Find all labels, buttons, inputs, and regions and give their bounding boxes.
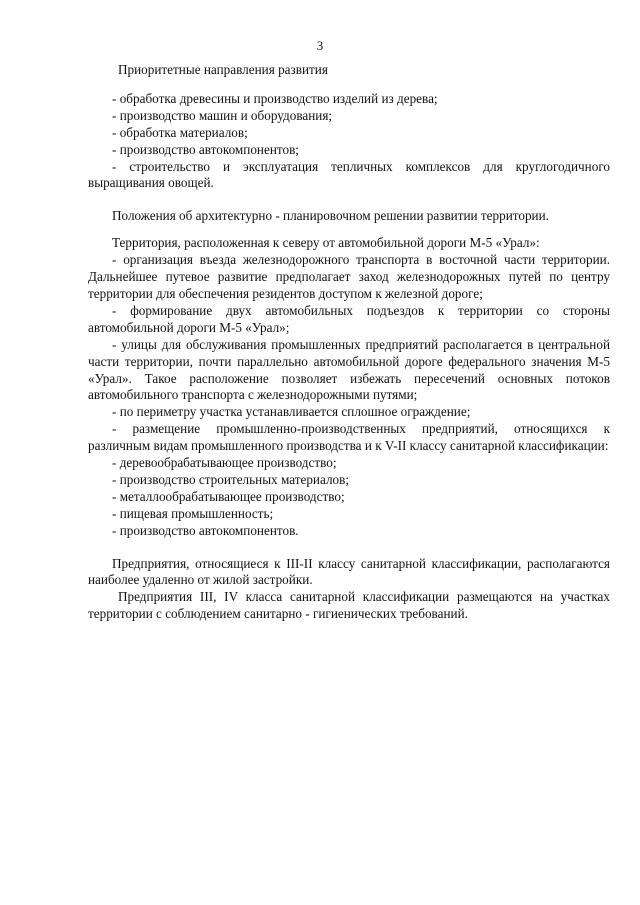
list-item: - металлообрабатывающее производство; [112,488,345,504]
provisions-paragraph: Положения об архитектурно - планировочном решении развитии территории. [112,208,549,224]
list-item: - улицы для обслуживания промышленных предприятий располагается в центральной части территории, почти параллельно автомобильной дороге федерального значения М-5 «Урал». Такое расположение позволяет избежать пересечений основных потоков автомобильного транспорта с железнодорожными путями; [88,336,610,403]
list-item: - обработка материалов; [112,124,248,140]
list-item: - производство автокомпонентов. [112,522,299,538]
list-item: - формирование двух автомобильных подъездов к территории со стороны автомобильной дороги М-5 «Урал»; [88,302,610,335]
list-item: - организация въезда железнодорожного транспорта в восточной части территории. Дальнейшее путевое развитие предполагает заход железнодорожных путей по центру территории для обеспечения резидентов доступом к железной дороге; [88,252,610,301]
list-item: - производство машин и оборудования; [112,107,333,123]
list-item: - деревообрабатывающее производство; [112,455,337,471]
territory-list [88,252,610,539]
list-item: - строительство и эксплуатация тепличных комплексов для круглогодичного выращивания овощей. [88,158,610,191]
closing-paragraph-1: Предприятия, относящиеся к III-II классу санитарной классификации, располагаются наиболее удаленно от жилой застройки. [88,555,610,588]
closing-paragraph-2: Предприятия III, IV класса санитарной классификации размещаются на участках территории с соблюдением санитарно - гигиенических требований. [88,589,610,622]
list-item: - обработка древесины и производство изделий из дерева; [112,90,438,106]
list-item: - размещение промышленно-производственных предприятий, относящихся к различным видам промышленного производства и к V-II классу санитарной классификации: [88,421,610,454]
territory-intro: Территория, расположенная к северу от автомобильной дороги М-5 «Урал»: [112,235,540,251]
page-number: 3 [316,38,324,53]
list-item: - пищевая промышленность; [112,505,274,521]
list-item: - производство строительных материалов; [112,471,350,487]
section-heading-priorities: Приоритетные направления развития [118,62,328,77]
list-item: - производство автокомпонентов; [112,141,299,157]
list-item: - по периметру участка устанавливается сплошное ограждение; [112,404,471,420]
priorities-list [88,91,610,192]
document-body [88,62,610,623]
